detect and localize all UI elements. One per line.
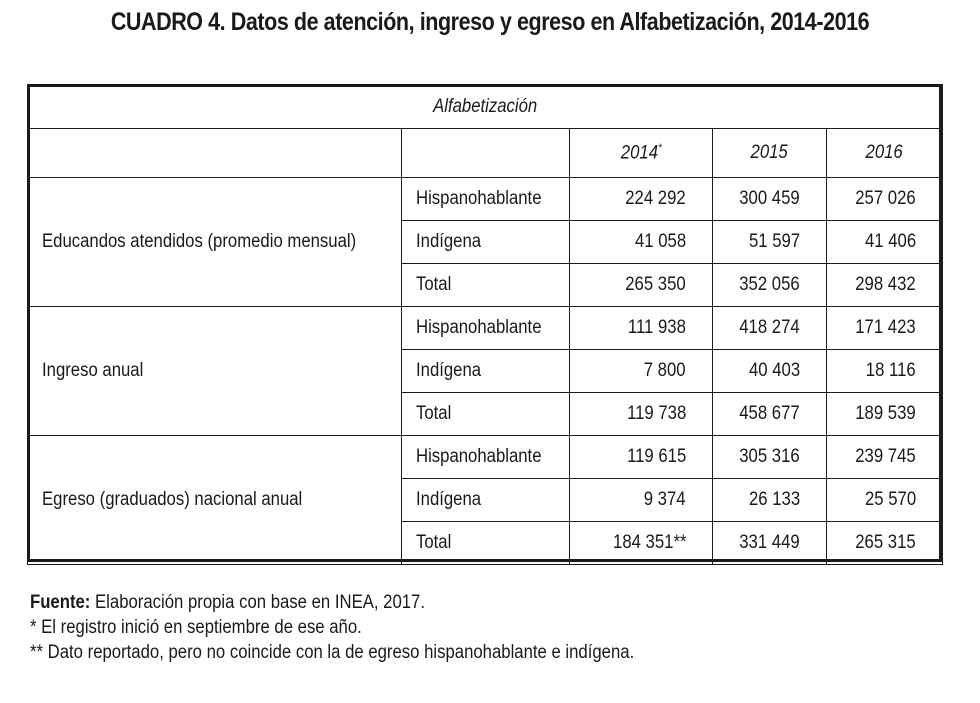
table-notes [30, 590, 717, 665]
value-cell: 265 350 [570, 264, 713, 307]
value-cell: 111 938 [570, 307, 713, 350]
value-cell: 26 133 [713, 479, 827, 522]
value-cell: 298 432 [827, 264, 943, 307]
row-label: Indígena [402, 221, 570, 264]
group-label: Educandos atendidos (promedio mensual) [28, 178, 402, 307]
value-cell: 18 116 [827, 350, 943, 393]
row-label: Hispanohablante [402, 178, 570, 221]
group-label: Ingreso anual [28, 307, 402, 436]
value-cell: 40 403 [713, 350, 827, 393]
value-cell: 305 316 [713, 436, 827, 479]
section-header: Alfabetización [28, 85, 943, 129]
value-cell: 239 745 [827, 436, 943, 479]
value-cell: 41 058 [570, 221, 713, 264]
source-note: Fuente: Elaboración propia con base en INEA, 2017. [30, 592, 426, 613]
value-cell: 51 597 [713, 221, 827, 264]
year-header-2014: 2014* [570, 129, 713, 178]
value-cell: 41 406 [827, 221, 943, 264]
value-cell: 418 274 [713, 307, 827, 350]
value-cell: 300 459 [713, 178, 827, 221]
year-header-2016: 2016 [827, 129, 943, 178]
footnote-1: * El registro inició en septiembre de ese año. [30, 617, 362, 638]
value-cell: 25 570 [827, 479, 943, 522]
value-cell: 257 026 [827, 178, 943, 221]
row-label: Total [402, 393, 570, 436]
group-label: Egreso (graduados) nacional anual [28, 436, 402, 565]
value-cell: 331 449 [713, 522, 827, 565]
value-cell: 458 677 [713, 393, 827, 436]
table-frame [27, 84, 942, 562]
table-caption: Datos de atención, ingreso y egreso en Alfabetización, 2014-2016 [230, 8, 870, 36]
row-label: Hispanohablante [402, 436, 570, 479]
value-cell: 171 423 [827, 307, 943, 350]
value-cell: 119 615 [570, 436, 713, 479]
value-cell: 9 374 [570, 479, 713, 522]
row-label: Total [402, 522, 570, 565]
value-cell: 189 539 [827, 393, 943, 436]
value-cell: 265 315 [827, 522, 943, 565]
footnote-2: ** Dato reportado, pero no coincide con la de egreso hispanohablante e indígena. [30, 642, 635, 663]
value-cell: 7 800 [570, 350, 713, 393]
row-label: Hispanohablante [402, 307, 570, 350]
table-title [69, 8, 912, 37]
table-number: CUADRO 4. [110, 8, 226, 36]
value-cell: 119 738 [570, 393, 713, 436]
value-cell: 352 056 [713, 264, 827, 307]
row-label: Indígena [402, 479, 570, 522]
row-label: Indígena [402, 350, 570, 393]
value-cell: 184 351** [570, 522, 713, 565]
row-label: Total [402, 264, 570, 307]
value-cell: 224 292 [570, 178, 713, 221]
year-header-2015: 2015 [713, 129, 827, 178]
